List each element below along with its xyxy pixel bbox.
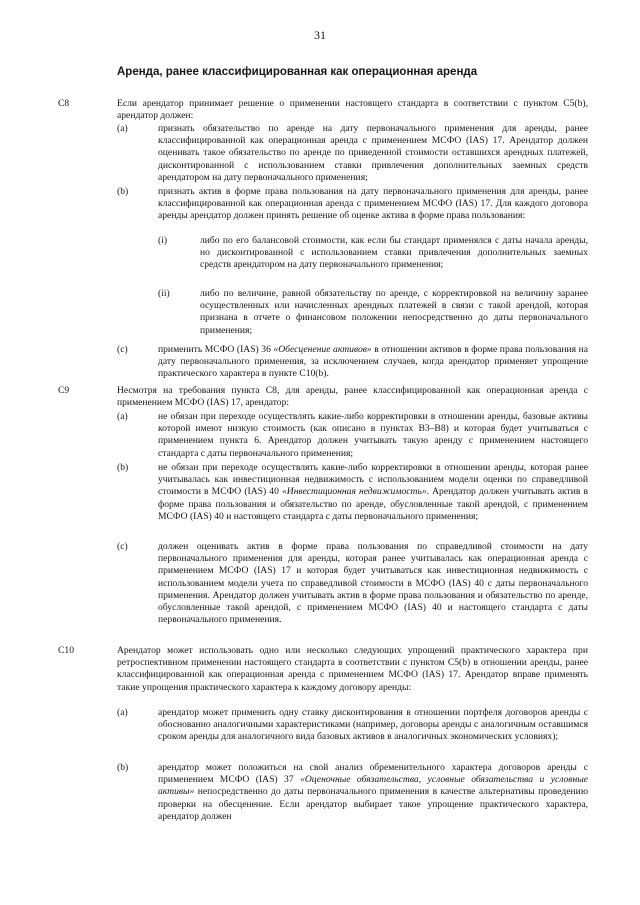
c10-b-text-part1: арендатор может положиться на свой анализ обременительного характера договоров аренды с применением МСФО (IAS) 37	[158, 762, 588, 786]
item-c9-b-text	[158, 462, 588, 523]
c10-b-text-part2: непосредственно до даты первоначального применения в качестве альтернативы проведению проверки на обесценение. Если арендатор выбирает такое упрощение практического характера, арендатор должен	[158, 786, 588, 822]
c10-b-text-italic: «Оценочные обязательства, условные обязательства и условные активы»	[158, 774, 588, 798]
paragraph-c8-intro: Если арендатор принимает решение о применении настоящего стандарта в соответствии с пунктом С5(b), арендатор должен:	[117, 98, 588, 122]
item-c8-b-text: признать актив в форме права пользования на дату первоначального применения для аренды, ранее классифицированной как операционная аренда с применением МСФО (IAS) 17. Для каждого договора аренды арендатор должен принять решение об оценке актива в форме права пользования:	[158, 186, 588, 222]
item-label-c9-b: (b)	[117, 462, 129, 473]
item-c8-c-text	[158, 344, 588, 381]
paragraph-number-c9: C9	[58, 385, 70, 396]
item-label-c10-a: (a)	[117, 707, 128, 718]
c9-b-text-italic: «Инвестиционная недвижимость»	[282, 486, 427, 498]
c8-c-text-italic: «Обесценение активов»	[273, 344, 372, 355]
item-c9-c-text: должен оценивать актив в форме права пользования по справедливой стоимости на дату первоначального применения для аренды, которая ранее учитывалась как операционная аренда с применением МСФО (IAS) 17 и которая будет учитываться как инвестиционная недвижимость с использованием модели учета по справедливой стоимости в МСФО (IAS) 40 с даты первоначального применения. Арендатор должен учитывать актив в форме права пользования и обязательство по аренде, обусловленные такой арендой, с применением МСФО (IAS) 40 и настоящего стандарта с даты первоначального применения.	[158, 541, 588, 626]
item-label-c8-a: (a)	[117, 123, 128, 134]
item-label-c10-b: (b)	[117, 762, 129, 773]
paragraph-c9-intro: Несмотря на требования пункта С8, для аренды, ранее классифицированной как операционная аренда с применением МСФО (IAS) 17, арендатор:	[117, 385, 588, 409]
paragraph-number-c8: C8	[58, 98, 70, 109]
c9-b-text-part1: не обязан при переходе осуществлять какие-либо корректировки в отношении аренды, которая ранее учитывалась как инвестиционная недвижимость с использованием модели оценки по справедливой стоимости в МСФО (IAS) 40	[158, 462, 588, 498]
c9-b-text-part2: . Арендатор должен учитывать актив в форме права пользования и обязательство по аренде, обусловленные такой арендой, с применением МСФО (IAS) 40 и настоящего стандарта с даты первоначального применения;	[158, 486, 588, 522]
section-heading: Аренда, ранее классифицированная как операционная аренда	[117, 66, 478, 78]
item-label-c8-b: (b)	[117, 186, 129, 197]
paragraph-number-c10: C10	[58, 645, 74, 656]
item-label-c8-b-i: (i)	[158, 235, 168, 246]
item-label-c8-b-ii: (ii)	[158, 288, 170, 299]
item-c8-b-ii-text: либо по величине, равной обязательству по аренде, с корректировкой на величину заранее осуществленных или начисленных арендных платежей в связи с такой арендой, которая признана в отчете о финансовом положении непосредственно до даты первоначального применения;	[200, 288, 588, 336]
paragraph-c10-intro: Арендатор может использовать одно или несколько следующих упрощений практического характера при ретроспективном применении настоящего стандарта в соответствии с пунктом С5(b) в отношении аренды, ранее классифицированной как операционная аренда с применением МСФО (IAS) 17. Арендатор вправе применять такие упрощения практического характера к каждому договору аренды:	[117, 645, 588, 693]
c8-c-text-part1: применить МСФО (IAS) 36	[158, 344, 274, 355]
page-number: 31	[314, 28, 326, 42]
c8-c-text-part2: в отношении активов в форме права пользования на дату первоначального применения, за исключением случаев, когда арендатор применяет упрощение практического характера в пункте С10(b).	[158, 344, 588, 380]
item-c8-a-text: признать обязательство по аренде на дату первоначального применения для аренды, ранее классифицированной как операционная аренда с применением МСФО (IAS) 17. Арендатор должен оценивать такое обязательство по аренде по приведенной стоимости оставшихся арендных платежей, дисконтированной с использованием ставки привлечения дополнительных заемных средств арендатором на дату первоначального применения;	[158, 123, 588, 183]
item-label-c9-c: (c)	[117, 541, 128, 552]
item-c10-b-text	[158, 762, 588, 823]
item-label-c8-c: (c)	[117, 344, 128, 355]
item-label-c9-a: (a)	[117, 411, 128, 422]
item-c9-a-text: не обязан при переходе осуществлять какие-либо корректировки в отношении аренды, базовые активы которой имеют низкую стоимость (как описано в пунктах В3–В8) и которая будет учитываться с применением пункта 6. Арендатор должен учитывать такую аренду с применением настоящего стандарта с даты первоначального применения;	[158, 411, 588, 459]
item-c10-a-text: арендатор может применить одну ставку дисконтирования в отношении портфеля договоров аренды с обоснованно аналогичными характеристиками (например, договоры аренды с аналогичным оставшимся сроком аренды для аналогичного вида базовых активов в аналогичных экономических условиях);	[158, 707, 588, 743]
item-c8-b-i-text: либо по его балансовой стоимости, как если бы стандарт применялся с даты начала аренды, но дисконтированной с использованием ставки привлечения дополнительных заемных средств арендатором на дату первоначального применения;	[200, 235, 588, 271]
